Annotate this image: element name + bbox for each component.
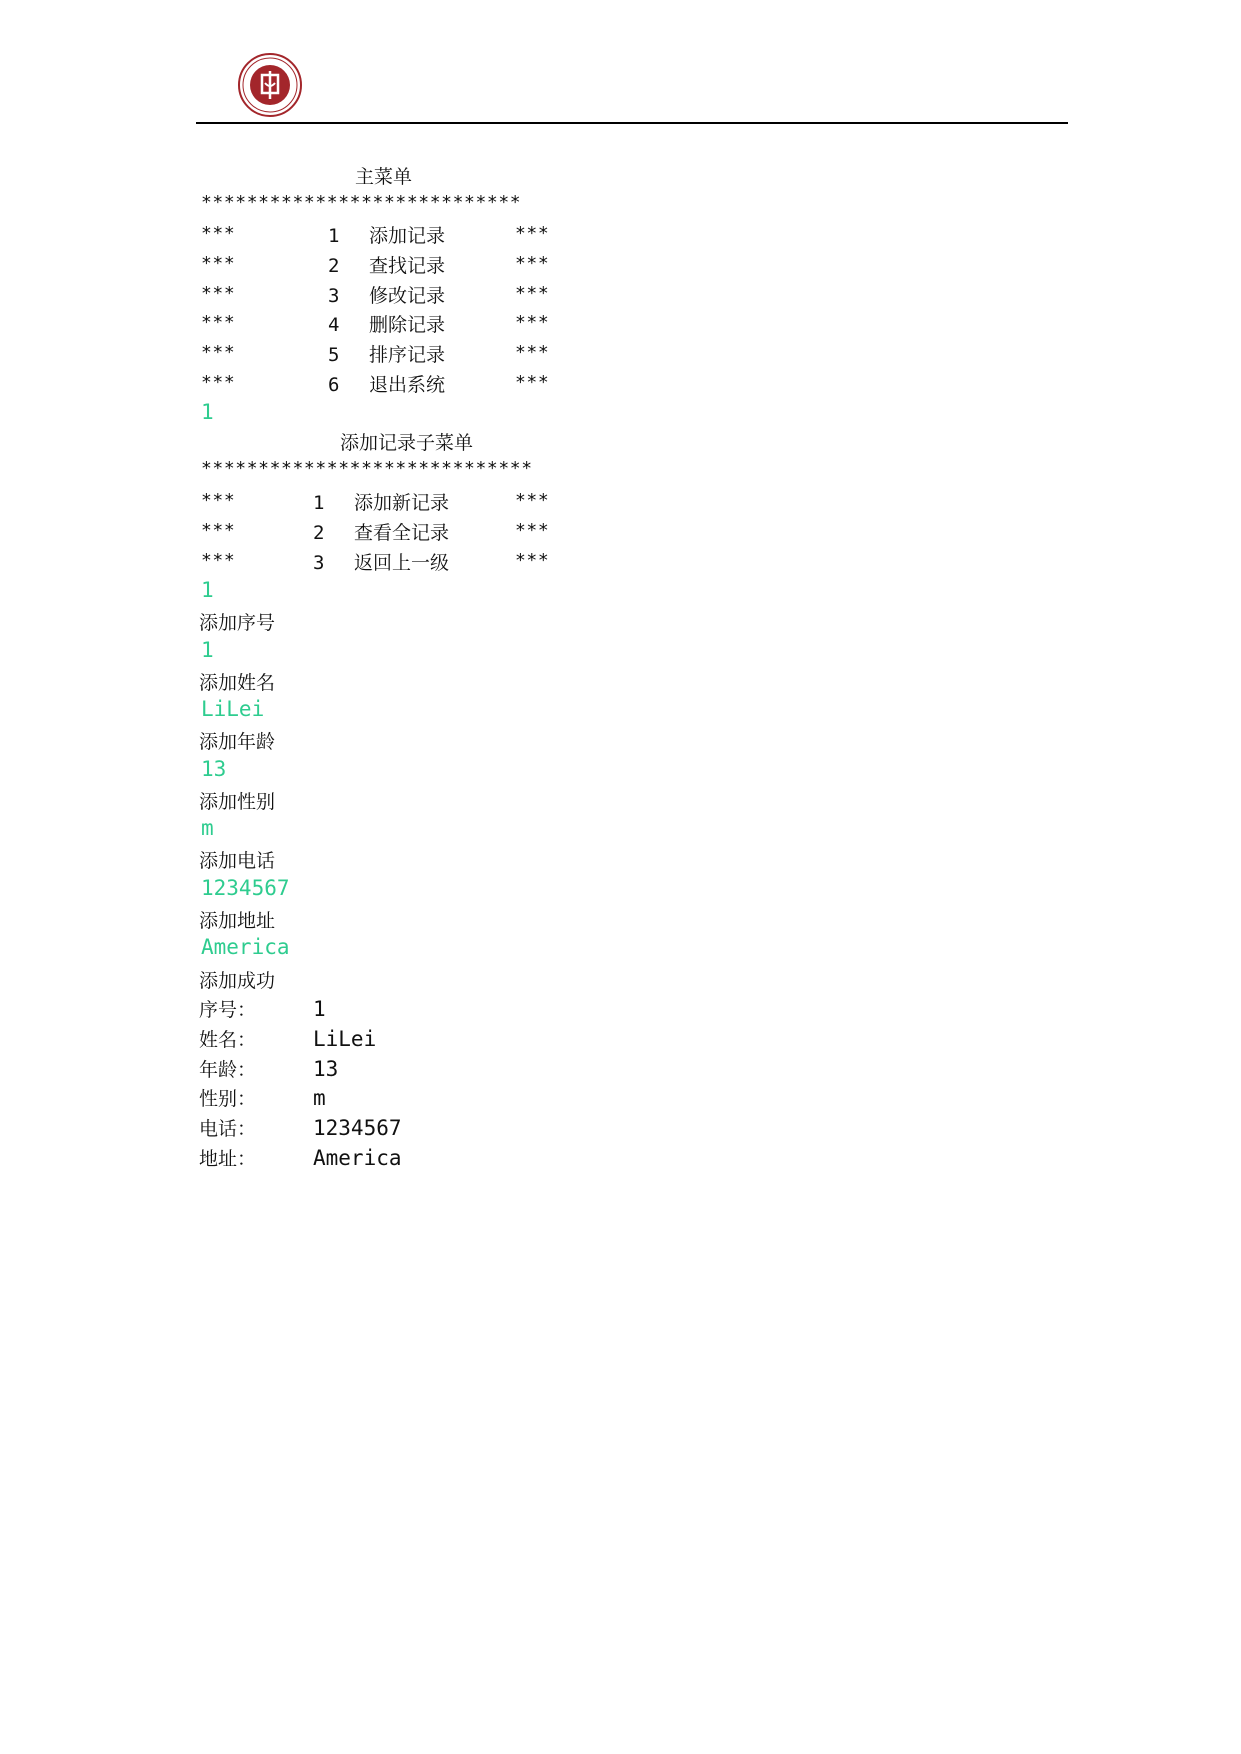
row-side-right: *** [515, 550, 550, 571]
menu-item-return-up: 返回上一级 [354, 552, 450, 574]
record-key: 姓名： [199, 1029, 257, 1051]
prompt-input[interactable]: 1234567 [201, 876, 290, 900]
prompt-label: 添加性别 [199, 791, 276, 813]
prompt-label: 添加姓名 [199, 672, 276, 694]
success-message: 添加成功 [199, 970, 276, 992]
row-side-left: *** [201, 520, 236, 541]
row-side-right: *** [515, 223, 550, 244]
row-side-left: *** [201, 490, 236, 511]
university-seal-logo [238, 53, 302, 117]
menu-item-number: 1 [313, 492, 325, 514]
menu-item-exit-system: 退出系统 [369, 374, 446, 396]
main-menu-border: **************************** [201, 192, 522, 213]
header-rule [196, 122, 1068, 124]
prompt-label: 添加地址 [199, 910, 276, 932]
sub-menu-input[interactable]: 1 [201, 578, 214, 602]
menu-item-number: 6 [328, 374, 340, 396]
prompt-input[interactable]: America [201, 935, 290, 959]
row-side-left: *** [201, 283, 236, 304]
prompt-input[interactable]: LiLei [201, 697, 265, 721]
record-value: 13 [313, 1057, 339, 1081]
record-value: America [313, 1146, 402, 1170]
menu-item-number: 2 [313, 522, 325, 544]
row-side-left: *** [201, 372, 236, 393]
prompt-label: 添加序号 [199, 612, 276, 634]
main-menu-input[interactable]: 1 [201, 400, 214, 424]
prompt-label: 添加电话 [199, 850, 276, 872]
row-side-left: *** [201, 342, 236, 363]
menu-item-sort-record: 排序记录 [369, 344, 446, 366]
row-side-left: *** [201, 550, 236, 571]
prompt-input[interactable]: 13 [201, 757, 227, 781]
sub-menu-border: ***************************** [201, 458, 533, 479]
record-key: 地址： [199, 1148, 257, 1170]
menu-item-number: 3 [313, 552, 325, 574]
record-value: m [313, 1086, 326, 1110]
menu-item-number: 3 [328, 285, 340, 307]
prompt-label: 添加年龄 [199, 731, 276, 753]
row-side-right: *** [515, 372, 550, 393]
record-key: 年龄： [199, 1059, 257, 1081]
prompt-input[interactable]: 1 [201, 638, 214, 662]
row-side-left: *** [201, 253, 236, 274]
row-side-right: *** [515, 342, 550, 363]
record-value: 1 [313, 997, 326, 1021]
record-key: 性别： [199, 1088, 257, 1110]
menu-item-view-all-records: 查看全记录 [354, 522, 450, 544]
menu-item-number: 2 [328, 255, 340, 277]
menu-item-add-record: 添加记录 [369, 225, 446, 247]
menu-item-delete-record: 删除记录 [369, 314, 446, 336]
main-menu-title: 主菜单 [355, 166, 413, 188]
record-value: 1234567 [313, 1116, 402, 1140]
record-key: 序号： [199, 999, 257, 1021]
menu-item-number: 5 [328, 344, 340, 366]
prompt-input[interactable]: m [201, 816, 214, 840]
record-key: 电话： [199, 1118, 257, 1140]
menu-item-edit-record: 修改记录 [369, 285, 446, 307]
sub-menu-title: 添加记录子菜单 [340, 432, 474, 454]
row-side-right: *** [515, 490, 550, 511]
row-side-right: *** [515, 312, 550, 333]
row-side-right: *** [515, 283, 550, 304]
row-side-right: *** [515, 520, 550, 541]
row-side-left: *** [201, 223, 236, 244]
menu-item-add-new-record: 添加新记录 [354, 492, 450, 514]
menu-item-number: 1 [328, 225, 340, 247]
row-side-left: *** [201, 312, 236, 333]
menu-item-number: 4 [328, 314, 340, 336]
row-side-right: *** [515, 253, 550, 274]
record-value: LiLei [313, 1027, 377, 1051]
menu-item-find-record: 查找记录 [369, 255, 446, 277]
